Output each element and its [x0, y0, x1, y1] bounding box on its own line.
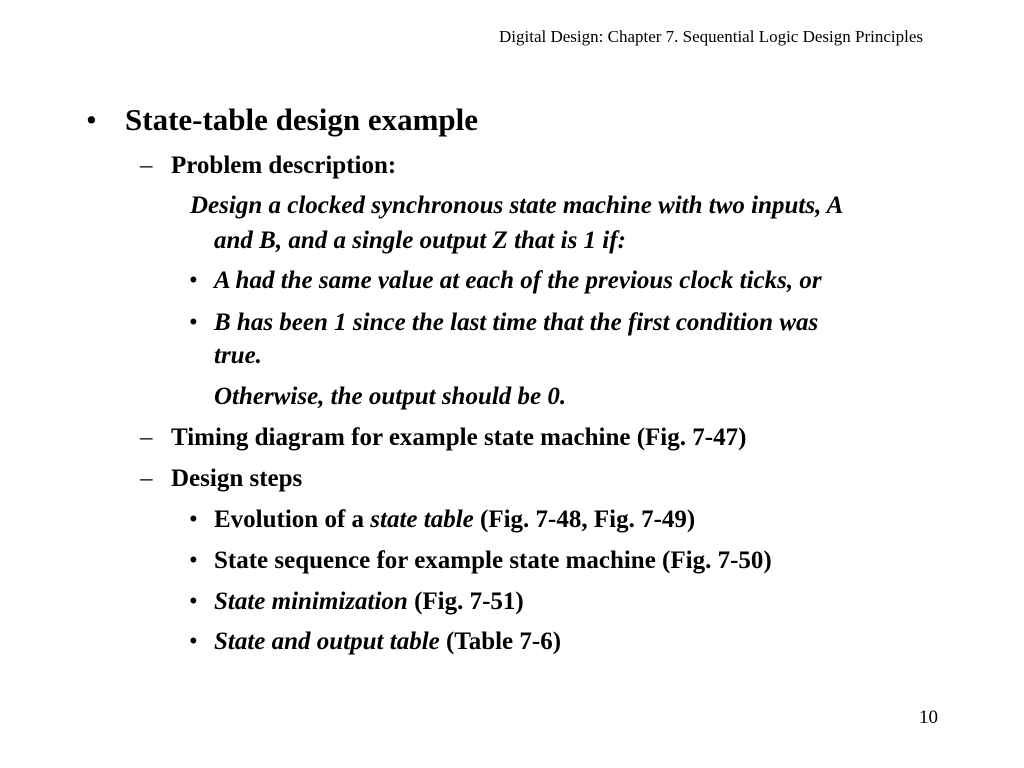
bullet-l3: •	[189, 628, 198, 655]
page-number: 10	[919, 707, 938, 728]
step-state-table-suffix: (Fig. 7-48, Fig. 7-49)	[473, 506, 696, 533]
dash-bullet: –	[140, 424, 153, 451]
dash-bullet: –	[140, 152, 153, 179]
bullet-l3: •	[189, 309, 198, 336]
problem-text-line1: Design a clocked synchronous state machine with two inputs, A	[190, 192, 844, 219]
condition-1: A had the same value at each of the previous clock ticks, or	[214, 267, 822, 294]
step-state-minimization-term: State minimization	[214, 588, 408, 615]
bullet-l3: •	[189, 267, 198, 294]
step-state-output-table	[214, 628, 561, 656]
timing-diagram-item: Timing diagram for example state machine (Fig. 7-47)	[171, 424, 747, 451]
step-state-output-table-term: State and output table	[214, 628, 440, 655]
design-steps-label: Design steps	[171, 465, 303, 492]
step-state-table	[214, 506, 695, 534]
step-state-minimization	[214, 588, 524, 616]
problem-text-line2: and B, and a single output Z that is 1 if:	[214, 227, 626, 254]
slide-heading: State-table design example	[125, 102, 479, 137]
slide-header: Digital Design: Chapter 7. Sequential Logic Design Principles	[499, 27, 923, 46]
bullet-l3: •	[189, 506, 198, 533]
step-state-minimization-suffix: (Fig. 7-51)	[407, 588, 524, 615]
step-state-sequence: State sequence for example state machine (Fig. 7-50)	[214, 547, 772, 574]
step-state-output-table-suffix: (Table 7-6)	[439, 628, 562, 655]
problem-description-label: Problem description:	[171, 152, 397, 179]
bullet-l3: •	[189, 547, 198, 574]
bullet-l1: •	[86, 102, 97, 137]
bullet-l3: •	[189, 588, 198, 615]
step-state-table-term: state table	[370, 506, 474, 533]
dash-bullet: –	[140, 465, 153, 492]
step-state-table-prefix: Evolution of a	[214, 506, 371, 533]
otherwise-text: Otherwise, the output should be 0.	[214, 383, 567, 410]
condition-2-line2: true.	[214, 342, 262, 369]
condition-2-line1: B has been 1 since the last time that the first condition was	[214, 309, 819, 336]
